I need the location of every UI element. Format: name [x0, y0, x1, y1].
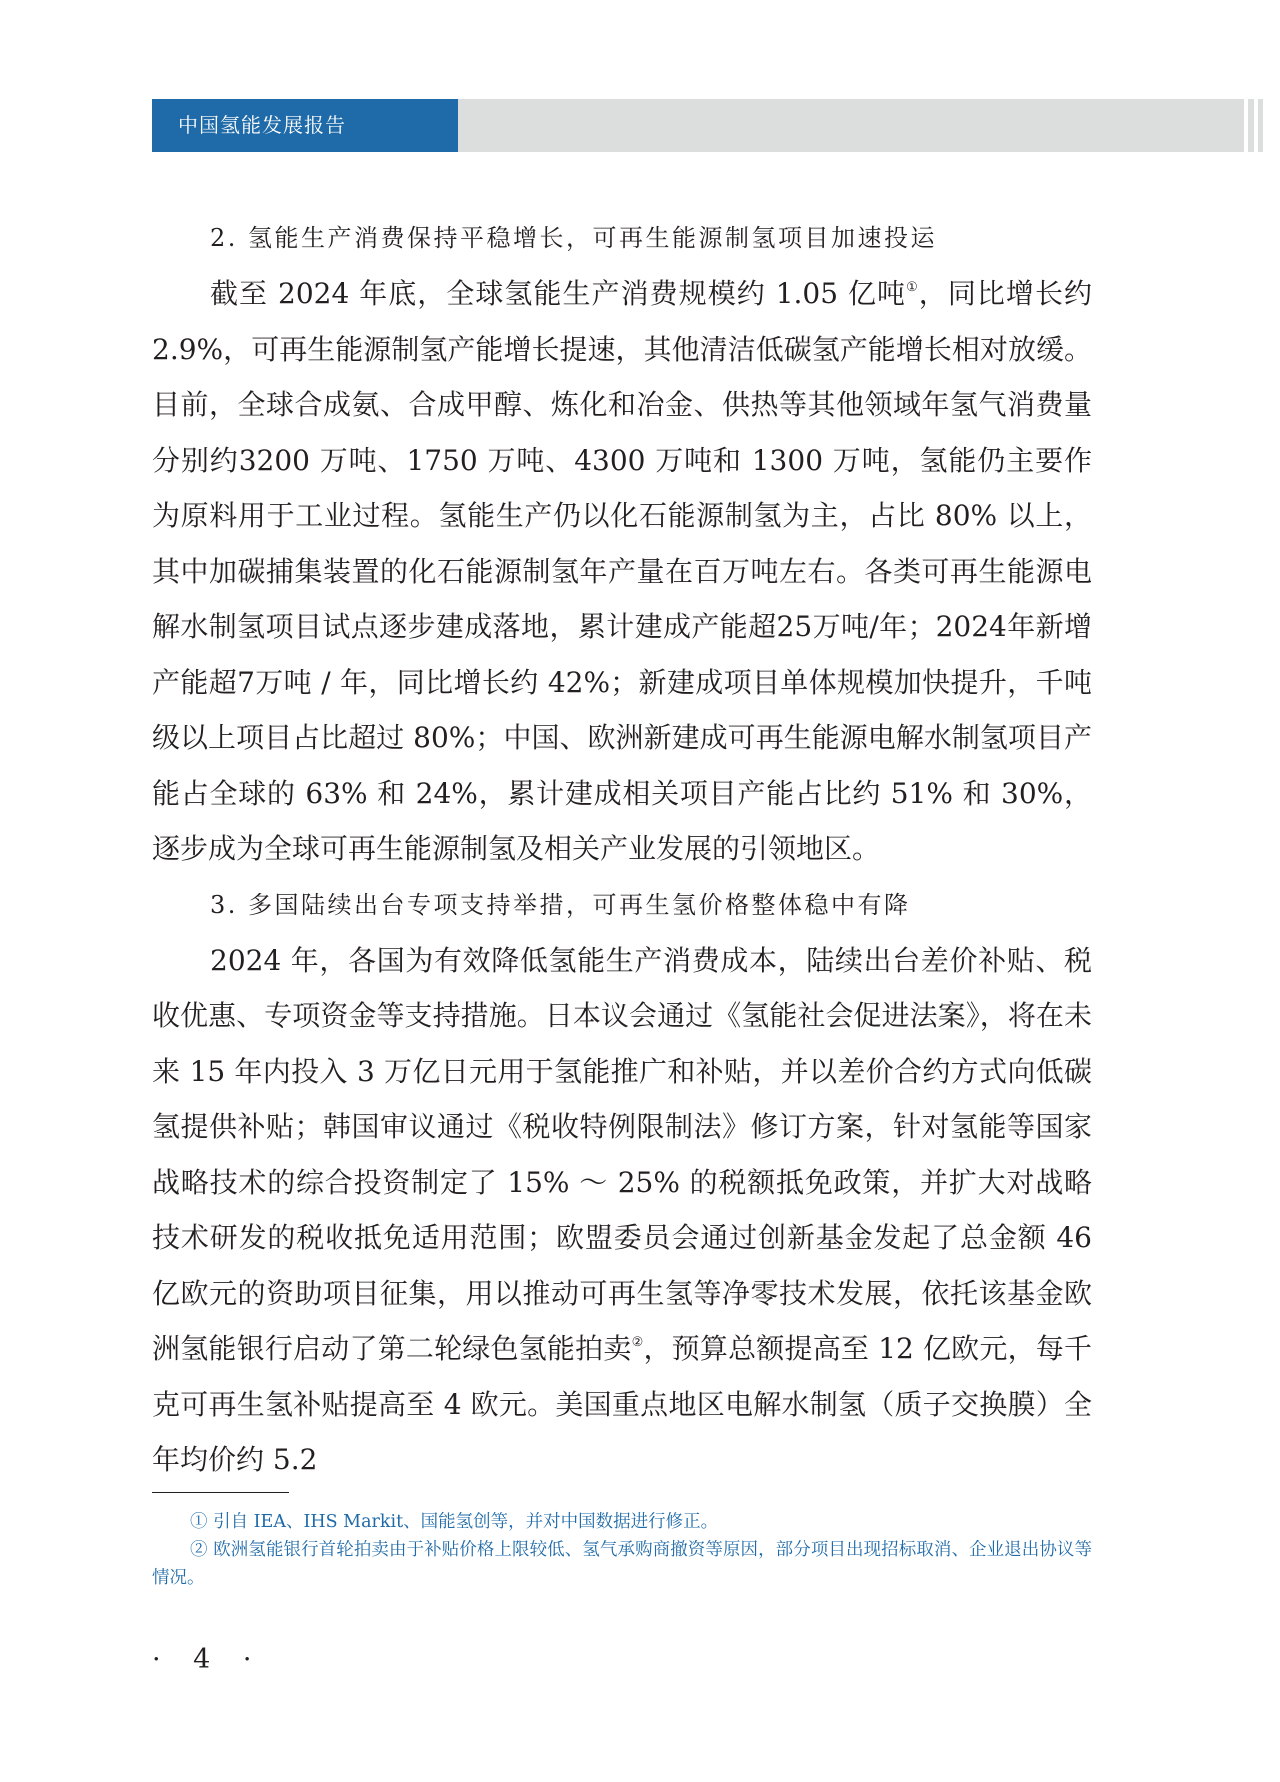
footnote-1: ① 引自 IEA、IHS Markit、国能氢创等，并对中国数据进行修正。 — [190, 1512, 719, 1532]
footnotes — [152, 1508, 1092, 1592]
paragraph-text: ，预算总额提高至 12 亿欧元，每千克可再生氢补贴提高至 4 欧元。美国重点地区电解水制氢（质子交换膜）全年均价约 5.2 — [152, 1332, 1093, 1476]
paragraph-text: 2024 年，各国为有效降低氢能生产消费成本，陆续出台差价补贴、税收优惠、专项资金等支持措施。日本议会通过《氢能社会促进法案》，将在未来 15 年内投入 3 万亿日元用于氢能推广和补贴，并以差价合约方式向低碳氢提供补贴；韩国审议通过《税收特例限制法》修订方案，针对氢能等国家战略技术的综合投资制定了 15% ～ 25% 的税额抵免政策，并扩大对战略技术研发的税收抵免适用范围；欧盟委员会通过创新基金发起了总金额 46 亿欧元的资助项目征集，用以推动可再生氢等净零技术发展，依托该基金欧洲氢能银行启动了第二轮绿色氢能拍卖 — [152, 943, 1092, 1365]
footnote-ref: ② — [631, 1335, 644, 1350]
page-number: · 4 · — [152, 1644, 264, 1675]
paragraph-text: 截至 2024 年底，全球氢能生产消费规模约 1.05 亿吨 — [210, 277, 907, 310]
header-edge-stripe — [1244, 99, 1248, 152]
header-edge-stripe — [1254, 99, 1258, 152]
footnote-divider — [152, 1492, 289, 1493]
section-heading: 2. 氢能生产消费保持平稳增长，可再生能源制氢项目加速投运 — [210, 224, 938, 252]
footnote-ref: ① — [906, 280, 919, 295]
footnote-2: ② 欧洲氢能银行首轮拍卖由于补贴价格上限较低、氢气承购商撤资等原因，部分项目出现招标取消、企业退出协议等情况。 — [152, 1540, 1092, 1588]
main-content — [152, 210, 1092, 1488]
section-heading: 3. 多国陆续出台专项支持举措，可再生氢价格整体稳中有降 — [210, 890, 911, 919]
paragraph-text: ，同比增长约 2.9%，可再生能源制氢产能增长提速，其他清洁低碳氢产能增长相对放缓。目前，全球合成氨、合成甲醇、炼化和冶金、供热等其他领域年氢气消费量分别约3200 万吨、1750 万吨、4300 万吨和 1300 万吨，氢能仍主要作为原料用于工业过程。氢能生产仍以化石能源制氢为主，占比 80% 以上，其中加碳捕集装置的化石能源制氢年产量在百万吨左右。各类可再生能源电解水制氢项目试点逐步建成落地，累计建成产能超25万吨/年；2024年新增产能超7万吨 / 年，同比增长约 42%；新建成项目单体规模加快提升，千吨级以上项目占比超过 80%；中国、欧洲新建成可再生能源电解水制氢项目产能占全球的 63% 和 24%，累计建成相关项目产能占比约 51% 和 30%，逐步成为全球可再生能源制氢及相关产业发展的引领地区。 — [152, 277, 1092, 865]
section-paragraph — [152, 933, 1092, 1488]
section-paragraph — [152, 266, 1092, 877]
running-header-title: 中国氢能发展报告 — [152, 99, 458, 152]
